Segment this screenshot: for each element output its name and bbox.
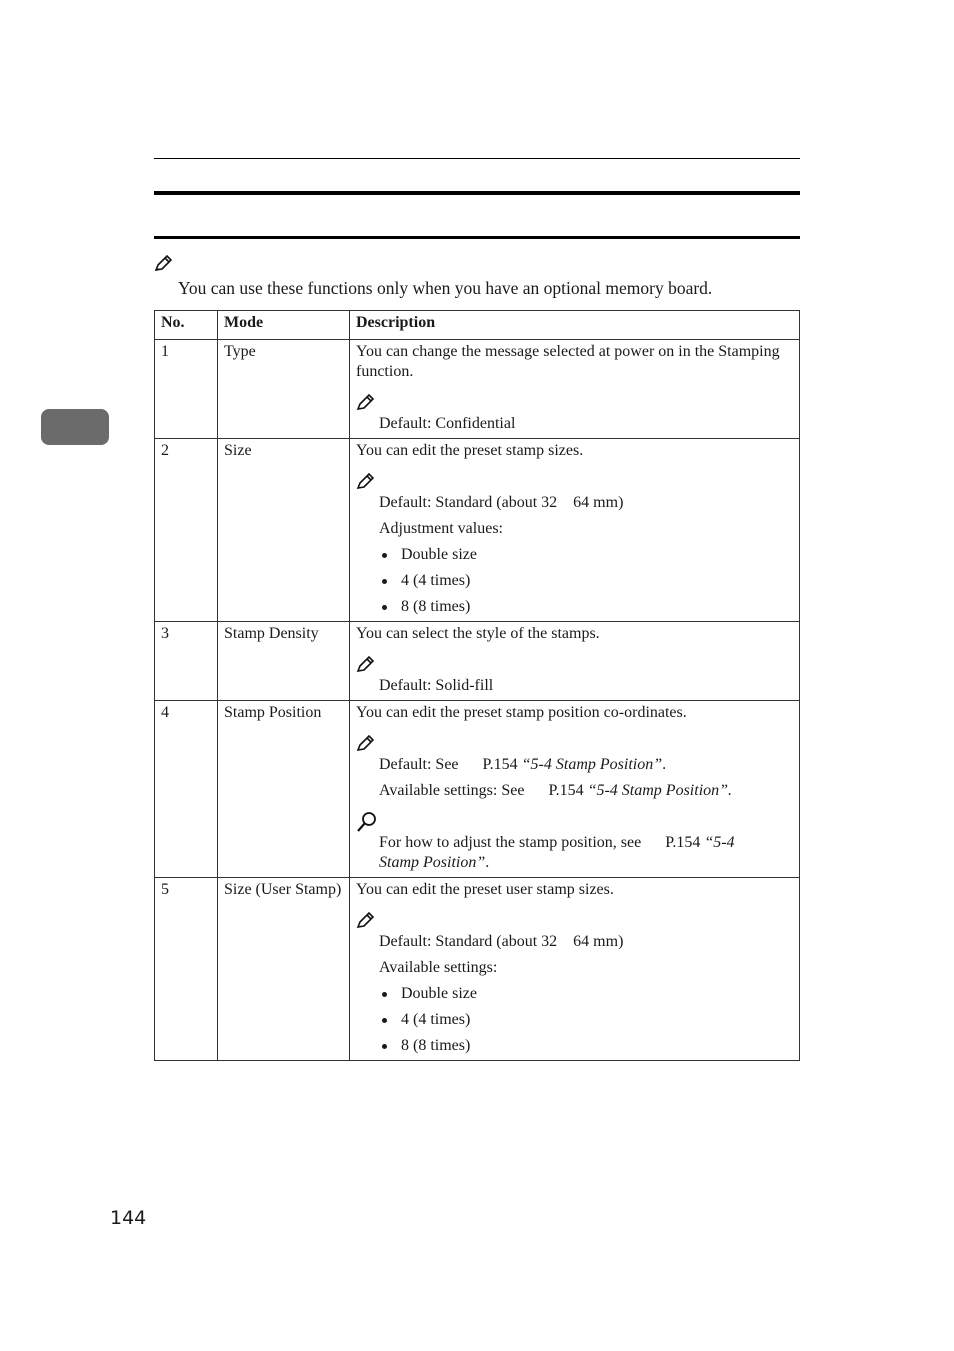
row-description [350, 622, 800, 701]
chapter-tab-marker [41, 409, 109, 445]
list-item: 8 (8 times) [379, 1036, 793, 1056]
description-text: You can select the style of the stamps. [356, 625, 600, 642]
pencil-note-icon [356, 471, 376, 491]
ref-title: “5-4 Stamp Position” [521, 756, 663, 773]
row-description [350, 701, 800, 878]
header-rule-thick [154, 191, 800, 195]
row-mode: Size (User Stamp) [218, 878, 350, 1061]
ref-title: “5-4 [704, 834, 735, 851]
pencil-note-icon [356, 910, 376, 930]
ref-period: . [728, 782, 733, 799]
row-no: 4 [155, 701, 218, 878]
default-value-part: 64 mm) [573, 494, 624, 511]
pencil-note-icon [356, 392, 376, 412]
pencil-note-icon [356, 654, 376, 674]
description-text: You can change the message selected at power on in the Stamping function. [356, 343, 780, 380]
default-value: Default: Solid-fill [379, 677, 494, 694]
stamp-settings-table [154, 310, 800, 1061]
header-mode: Mode [218, 311, 350, 340]
table-row [155, 701, 800, 878]
ref-page: P.154 [548, 782, 584, 799]
row-mode: Type [218, 340, 350, 439]
default-prefix: Default: See [379, 756, 459, 773]
ref-title: “5-4 Stamp Position” [587, 782, 729, 799]
row-mode: Stamp Position [218, 701, 350, 878]
description-text: You can edit the preset stamp position co-ordinates. [356, 704, 687, 721]
default-value [379, 755, 793, 775]
pencil-note-icon [356, 733, 376, 753]
list-item: 4 (4 times) [379, 571, 793, 591]
default-value-part: Default: Standard (about 32 [379, 933, 558, 950]
ref-page: P.154 [482, 756, 518, 773]
page-number: 144 [110, 1207, 147, 1229]
reference-prefix: For how to adjust the stamp position, see [379, 834, 642, 851]
page-reference-link[interactable] [483, 756, 663, 773]
description-text: You can edit the preset user stamp sizes. [356, 881, 614, 898]
row-no: 1 [155, 340, 218, 439]
table-row [155, 439, 800, 622]
list-item: Double size [379, 545, 793, 565]
header-description: Description [350, 311, 800, 340]
available-prefix: Available settings: See [379, 782, 525, 799]
row-no: 5 [155, 878, 218, 1061]
header-no: No. [155, 311, 218, 340]
page-reference-link[interactable] [548, 782, 728, 799]
table-row [155, 878, 800, 1061]
row-mode: Stamp Density [218, 622, 350, 701]
list-item: 4 (4 times) [379, 1010, 793, 1030]
ref-period: . [485, 854, 490, 871]
ref-period: . [662, 756, 667, 773]
default-value [379, 493, 793, 513]
ref-page: P.154 [665, 834, 701, 851]
intro-note-text: You can use these functions only when you have an optional memory board. [178, 278, 713, 298]
header-rule-thin [154, 158, 800, 159]
row-description [350, 878, 800, 1061]
available-settings [379, 781, 793, 801]
ref-title: Stamp Position” [379, 854, 486, 871]
row-no: 3 [155, 622, 218, 701]
default-value-part: Default: Standard (about 32 [379, 494, 558, 511]
adjustment-label: Adjustment values: [379, 520, 503, 537]
row-description [350, 439, 800, 622]
default-value [379, 932, 793, 952]
default-value: Default: Confidential [379, 415, 516, 432]
default-value-part: 64 mm) [573, 933, 624, 950]
table-row [155, 340, 800, 439]
reference-text [379, 833, 793, 873]
row-no: 2 [155, 439, 218, 622]
magnifier-reference-icon [356, 811, 793, 833]
available-label: Available settings: [379, 959, 498, 976]
list-item: Double size [379, 984, 793, 1004]
section-rule [154, 236, 800, 239]
row-mode: Size [218, 439, 350, 622]
list-item: 8 (8 times) [379, 597, 793, 617]
table-header-row [155, 311, 800, 340]
table-row [155, 622, 800, 701]
row-description [350, 340, 800, 439]
pencil-note-icon [154, 253, 174, 273]
description-text: You can edit the preset stamp sizes. [356, 442, 584, 459]
